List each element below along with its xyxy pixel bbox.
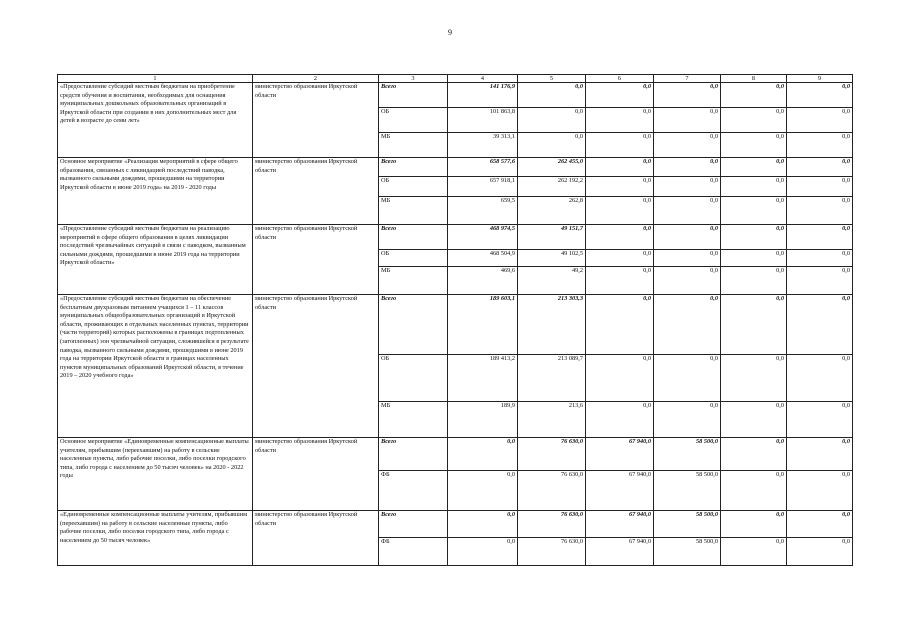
amount-cell: 0,0 (586, 402, 654, 438)
budget-table (57, 74, 853, 566)
amount-cell: 0,0 (721, 402, 787, 438)
amount-cell: 39 313,1 (448, 133, 518, 158)
amount-cell: 0,0 (787, 158, 853, 177)
funding-source-cell: ФБ (379, 538, 448, 566)
funding-source-cell: МБ (379, 402, 448, 438)
amount-cell: 0,0 (448, 438, 518, 471)
amount-cell: 468 504,9 (448, 250, 518, 267)
funding-source-cell: Всего (379, 438, 448, 471)
funding-source-cell: МБ (379, 133, 448, 158)
page-number: 9 (448, 28, 452, 37)
table-row (58, 511, 853, 538)
amount-cell: 141 176,9 (448, 83, 518, 108)
amount-cell: 0,0 (721, 158, 787, 177)
amount-cell: 0,0 (654, 133, 721, 158)
amount-cell: 67 940,0 (586, 471, 654, 511)
amount-cell: 76 630,0 (518, 471, 586, 511)
amount-cell: 0,0 (787, 177, 853, 197)
amount-cell: 0,0 (721, 538, 787, 566)
responsible-cell: министерство образования Иркутской области (253, 225, 379, 295)
measure-name-cell: Основное мероприятие «Единовременные компенсационные выплаты учителям, прибывшим (переехавшим) на работу в сельские населенные пункты, либо рабочие поселки, либо поселки городского типа, либо города с населением до 50 тысяч человек» на 2020 - 2022 годы (58, 438, 253, 511)
amount-cell: 0,0 (787, 133, 853, 158)
measure-name-cell: «Предоставление субсидий местным бюджетам на обеспечение бесплатным двухразовым питанием учащихся 1 – 11 классов муниципальных общеобразовательных организаций в Иркутской области, проживающих в отдельных населенных пунктах, территории (части территорий) которых расположены в границах подтопленных (затопленных) зон чрезвычайной ситуации, сложившейся в результате паводка, вызванного сильными дождями, прошедшими в июне 2019 года на территории Иркутской области в границах населенных пунктов муниципальных образований Иркутской области, в течение 2019 – 2020 учебного года» (58, 295, 253, 438)
table-row (58, 225, 853, 250)
amount-cell: 0,0 (654, 250, 721, 267)
header-cell: 1 (58, 75, 253, 83)
amount-cell: 0,0 (586, 295, 654, 355)
measure-name-cell: Основное мероприятие «Реализация мероприятий в сфере общего образования, связанных с ликвидацией последствий паводка, вызванного сильными дождями, прошедшими на территории Иркутской области в июне 2019 года» на 2019 - 2020 годы (58, 158, 253, 225)
amount-cell: 0,0 (787, 197, 853, 225)
funding-source-cell: МБ (379, 197, 448, 225)
amount-cell: 262 455,0 (518, 158, 586, 177)
header-cell: 2 (253, 75, 379, 83)
amount-cell: 0,0 (787, 355, 853, 402)
amount-cell: 101 863,8 (448, 108, 518, 133)
amount-cell: 0,0 (654, 355, 721, 402)
amount-cell: 0,0 (721, 438, 787, 471)
funding-source-cell: ОБ (379, 355, 448, 402)
table-row (58, 83, 853, 108)
responsible-cell: министерство образования Иркутской области (253, 438, 379, 511)
amount-cell: 189,9 (448, 402, 518, 438)
amount-cell: 67 940,0 (586, 438, 654, 471)
amount-cell: 468 974,5 (448, 225, 518, 250)
amount-cell: 0,0 (586, 158, 654, 177)
amount-cell: 213 089,7 (518, 355, 586, 402)
amount-cell: 58 500,0 (654, 471, 721, 511)
amount-cell: 189 603,1 (448, 295, 518, 355)
amount-cell: 0,0 (721, 177, 787, 197)
amount-cell: 49 151,7 (518, 225, 586, 250)
funding-source-cell: МБ (379, 267, 448, 295)
responsible-cell: министерство образования Иркутской области (253, 295, 379, 438)
amount-cell: 0,0 (654, 267, 721, 295)
funding-source-cell: Всего (379, 295, 448, 355)
funding-source-cell: ОБ (379, 250, 448, 267)
amount-cell: 0,0 (654, 402, 721, 438)
amount-cell: 0,0 (654, 225, 721, 250)
amount-cell: 0,0 (721, 511, 787, 538)
amount-cell: 0,0 (787, 225, 853, 250)
header-cell: 9 (787, 75, 853, 83)
amount-cell: 58 500,0 (654, 538, 721, 566)
amount-cell: 0,0 (787, 438, 853, 471)
table-header-row (58, 75, 853, 83)
amount-cell: 0,0 (787, 471, 853, 511)
funding-source-cell: ФБ (379, 471, 448, 511)
amount-cell: 262 192,2 (518, 177, 586, 197)
amount-cell: 0,0 (586, 225, 654, 250)
amount-cell: 0,0 (787, 250, 853, 267)
amount-cell: 0,0 (787, 83, 853, 108)
header-cell: 5 (518, 75, 586, 83)
table-row (58, 438, 853, 471)
amount-cell: 0,0 (721, 197, 787, 225)
amount-cell: 657 918,1 (448, 177, 518, 197)
header-cell: 4 (448, 75, 518, 83)
amount-cell: 0,0 (448, 511, 518, 538)
amount-cell: 213,6 (518, 402, 586, 438)
amount-cell: 0,0 (586, 197, 654, 225)
amount-cell: 469,6 (448, 267, 518, 295)
amount-cell: 0,0 (721, 225, 787, 250)
amount-cell: 0,0 (586, 355, 654, 402)
amount-cell: 0,0 (654, 158, 721, 177)
funding-source-cell: ОБ (379, 177, 448, 197)
amount-cell: 0,0 (721, 471, 787, 511)
amount-cell: 0,0 (654, 295, 721, 355)
amount-cell: 49,2 (518, 267, 586, 295)
amount-cell: 0,0 (721, 250, 787, 267)
funding-source-cell: ОБ (379, 108, 448, 133)
amount-cell: 0,0 (654, 83, 721, 108)
measure-name-cell: «Единовременные компенсационные выплаты учителям, прибывшим (переехавшим) на работу в сельские населенные пункты, либо рабочие поселки, либо поселки городского типа, либо города с населением до 50 тысяч человек» (58, 511, 253, 566)
measure-name-cell: «Предоставление субсидий местным бюджетам на приобретение средств обучения и воспитания, необходимых для оснащения муниципальных дошкольных образовательных организаций в Иркутской области при создании в них дополнительных мест для детей в возрасте до семи лет» (58, 83, 253, 158)
amount-cell: 0,0 (586, 83, 654, 108)
amount-cell: 0,0 (654, 197, 721, 225)
amount-cell: 58 500,0 (654, 438, 721, 471)
amount-cell: 0,0 (787, 402, 853, 438)
amount-cell: 0,0 (518, 133, 586, 158)
header-cell: 3 (379, 75, 448, 83)
amount-cell: 76 630,0 (518, 538, 586, 566)
header-cell: 7 (654, 75, 721, 83)
amount-cell: 49 102,5 (518, 250, 586, 267)
funding-source-cell: Всего (379, 225, 448, 250)
amount-cell: 0,0 (721, 295, 787, 355)
amount-cell: 76 630,0 (518, 511, 586, 538)
funding-source-cell: Всего (379, 158, 448, 177)
funding-source-cell: Всего (379, 83, 448, 108)
amount-cell: 58 500,0 (654, 511, 721, 538)
funding-source-cell: Всего (379, 511, 448, 538)
amount-cell: 213 303,3 (518, 295, 586, 355)
responsible-cell: министерство образования Иркутской области (253, 83, 379, 158)
amount-cell: 0,0 (787, 295, 853, 355)
measure-name-cell: «Предоставление субсидий местным бюджетам на реализацию мероприятий в сфере общего образования в целях ликвидации последствий чрезвычайных ситуаций в связи с паводком, вызванным сильными дождями, прошедшими в июне 2019 года на территории Иркутской области» (58, 225, 253, 295)
amount-cell: 0,0 (586, 267, 654, 295)
amount-cell: 0,0 (721, 108, 787, 133)
amount-cell: 0,0 (721, 355, 787, 402)
amount-cell: 0,0 (518, 108, 586, 133)
amount-cell: 0,0 (654, 108, 721, 133)
amount-cell: 0,0 (721, 133, 787, 158)
amount-cell: 0,0 (448, 471, 518, 511)
amount-cell: 0,0 (787, 538, 853, 566)
amount-cell: 0,0 (448, 538, 518, 566)
amount-cell: 0,0 (518, 83, 586, 108)
amount-cell: 0,0 (721, 83, 787, 108)
amount-cell: 0,0 (586, 250, 654, 267)
table-row (58, 295, 853, 355)
responsible-cell: министерство образования Иркутской области (253, 158, 379, 225)
amount-cell: 0,0 (787, 108, 853, 133)
amount-cell: 67 940,0 (586, 511, 654, 538)
amount-cell: 76 630,0 (518, 438, 586, 471)
amount-cell: 658 577,6 (448, 158, 518, 177)
table-row (58, 158, 853, 177)
header-cell: 6 (586, 75, 654, 83)
amount-cell: 0,0 (586, 177, 654, 197)
amount-cell: 0,0 (721, 267, 787, 295)
amount-cell: 0,0 (586, 108, 654, 133)
header-cell: 8 (721, 75, 787, 83)
amount-cell: 659,5 (448, 197, 518, 225)
amount-cell: 0,0 (787, 267, 853, 295)
amount-cell: 0,0 (654, 177, 721, 197)
amount-cell: 0,0 (787, 511, 853, 538)
amount-cell: 262,8 (518, 197, 586, 225)
responsible-cell: министерство образования Иркутской области (253, 511, 379, 566)
amount-cell: 189 413,2 (448, 355, 518, 402)
amount-cell: 67 940,0 (586, 538, 654, 566)
amount-cell: 0,0 (586, 133, 654, 158)
